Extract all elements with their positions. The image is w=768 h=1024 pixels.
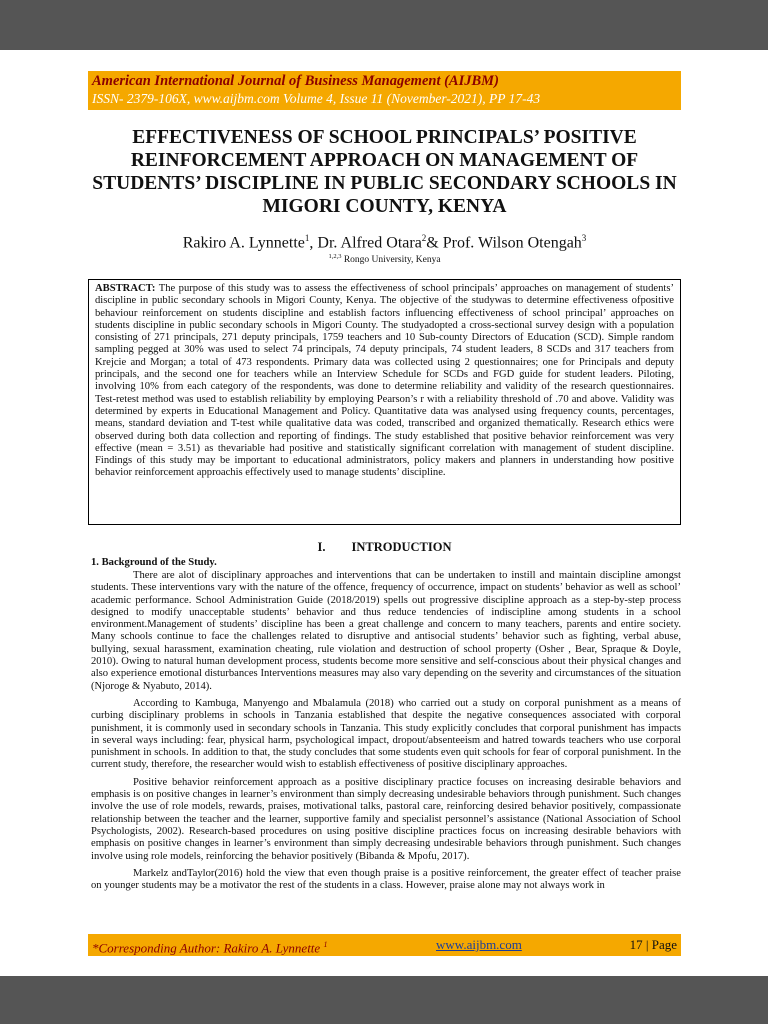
paragraph: Positive behavior reinforcement approach as a positive disciplinary practice focuses on increasing desirable behaviors and emphasis is on positive changes in learner’s environment than simply decreasing undesirable behaviors through punishment. Such changes involve the use of role models, rewards, praises, motivational talks, pastoral care, reinforcing desired behavior positively, compassionate relationship between the teacher and the learner, supportive family and specialist personnel’s assistance (National Association of School Psychologists, 2002). Research-based procedures on using positive discipline practices focus on increasing desirable behaviors with emphasis on positive changes in learner’s environment than simply decreasing undesirable behaviors through punishment. Such changes involve using role models, reinforcing the behavior positively (Bibanda & Mpofu, 2017).: [91, 776, 681, 862]
corresponding-author: [92, 937, 327, 956]
issn-line: ISSN- 2379-106X, www.aijbm.com Volume 4, Issue 11 (November-2021), PP 17-43: [92, 91, 541, 106]
corresponding-author-mark: 1: [323, 940, 328, 949]
abstract-box: [88, 279, 681, 525]
affiliation: [88, 253, 681, 265]
author-name: & Prof. Wilson Otengah: [426, 234, 582, 252]
section-heading: [88, 540, 681, 555]
viewer-top-bar: [0, 0, 768, 50]
page-number: 17 | Page: [629, 937, 677, 952]
author-affiliation-mark: 3: [581, 233, 587, 243]
section-title: INTRODUCTION: [351, 540, 452, 554]
corresponding-author-text: *Corresponding Author: Rakiro A. Lynnette: [92, 940, 321, 956]
paragraph: There are alot of disciplinary approaches and interventions that can be undertaken to instill and maintain discipline amongst students. These interventions vary with the nature of the offence, frequency of occurrence, impact on students’ behavior as well as school’ academic performance. School Administration Guide (2018/2019) spells out progressive discipline approach as a step-by-step process designed to modify unacceptable students’ behavior and thus reduce tendencies of indiscipline among students in a school environment.Management of students’ discipline has been a great challenge and concern to many teachers, parents and entire society. Many schools continue to face the challenges related to disruptive and antisocial students’ behavior such as fighting, verbal abuse, bullying, sexual harassment, examination cheating, rule violation and destruction of school property (Osher , Bear, Spraque & Doyle, 2010). Owing to natural human development process, students become more sensitive and self-conscious about their physical changes and also experience emotional disturbances Interventions measures may also vary depending on the severity and circumstances of the situation (Njoroge & Nyabuto, 2014).: [91, 570, 681, 692]
abstract-label: ABSTRACT:: [95, 283, 156, 294]
affiliation-mark: 1,2,3: [328, 253, 342, 260]
author-name: , Dr. Alfred Otara: [309, 234, 422, 252]
subsection-heading: 1. Background of the Study.: [91, 557, 217, 568]
journal-name: American International Journal of Business Management (AIJBM): [92, 73, 499, 89]
author-affiliation-mark: 2: [421, 233, 427, 243]
journal-url-link[interactable]: www.aijbm.com: [436, 937, 522, 952]
paragraph: According to Kambuga, Manyengo and Mbalamula (2018) who carried out a study on corporal punishment as a means of curbing disciplinary problems in schools in Tanzania established that despite the negative consequences associated with corporal punishment, it is commonly used in secondary schools in Tanzania. This study explicitly concludes that corporal punishment has impacts in several ways including: fear, physical harm, psychological impact, dropout/absenteeism and hatred towards teachers who use corporal punishment in schools. In addition to that, the study concludes that some students even quit schools for fear of corporal punishment. In the current study, therefore, the researcher would wish to establish effectiveness of positive disciplinary approaches.: [91, 697, 681, 771]
section-number: I.: [317, 540, 326, 554]
affiliation-name: Rongo University, Kenya: [343, 255, 441, 266]
body-text: [91, 570, 681, 897]
author-list: [88, 233, 681, 252]
abstract-text: The purpose of this study was to assess the effectiveness of school principals’ approaches on management of students’ discipline in public secondary schools in Migori County, Kenya. The objective of the studywas to determine effectiveness ofpositive behaviour reinforcement on students discipline and establish factors influencing effectiveness of school principal’ approaches on students discipline in public secondary schools in Migori County. The studyadopted a cross-sectional survey design with a population consisting of 271 principals, 271 deputy principals, 1759 teachers and 10 Sub-county Directors of Education (SCD). Simple random sampling pegged at 30% was used to select 74 principals, 74 deputy principals, 74 student leaders, 8 SCDs and 317 teachers from Krejcie and Morgan; a total of 473 respondents. Primary data was collected using 2 questionnaires; one for Principals and deputy principals, and the second one for teachers while an Interview Schedule for SCDs and FGD guide for student leaders. Piloting, involving 10% from each category of the respondents, was done to determine reliability and validity of the research questionnaires. Test-retest method was used to establish reliability by employing Pearson’s r with a reliability threshold of .70 and above. Validity was determined by experts in Educational Management and Policy. Quantitative data was analysed using frequency counts, percentages, means, standard deviation and T-test while qualitative data was coded, transcribed and organized thematically. Research ethics were observed during both data collection and reporting of findings. The study established that positive behavior reinforcement was very effective (mean = 3.51) as thevariable had positive and statistically significant correlation with management of student discipline. Findings of this study may be important to educational administrators, policy makers and planners in understanding how positive behavior reinforcement approachis effectively used to manage students’ discipline.: [95, 283, 674, 479]
paragraph: Markelz andTaylor(2016) hold the view that even though praise is a positive reinforcement, the greater effect of teacher praise on younger students may be a motivator the rest of the students in a class. However, praise alone may not always work in: [91, 867, 681, 892]
viewer-bottom-bar: [0, 976, 768, 1024]
page-footer: [88, 934, 681, 956]
paper-title: EFFECTIVENESS OF SCHOOL PRINCIPALS’ POSITIVE REINFORCEMENT APPROACH ON MANAGEMENT OF STUDENTS’ DISCIPLINE IN PUBLIC SECONDARY SCHOOLS IN MIGORI COUNTY, KENYA: [92, 127, 677, 217]
author-name: Rakiro A. Lynnette: [182, 234, 305, 252]
author-affiliation-mark: 1: [304, 233, 310, 243]
journal-header: [88, 71, 681, 110]
